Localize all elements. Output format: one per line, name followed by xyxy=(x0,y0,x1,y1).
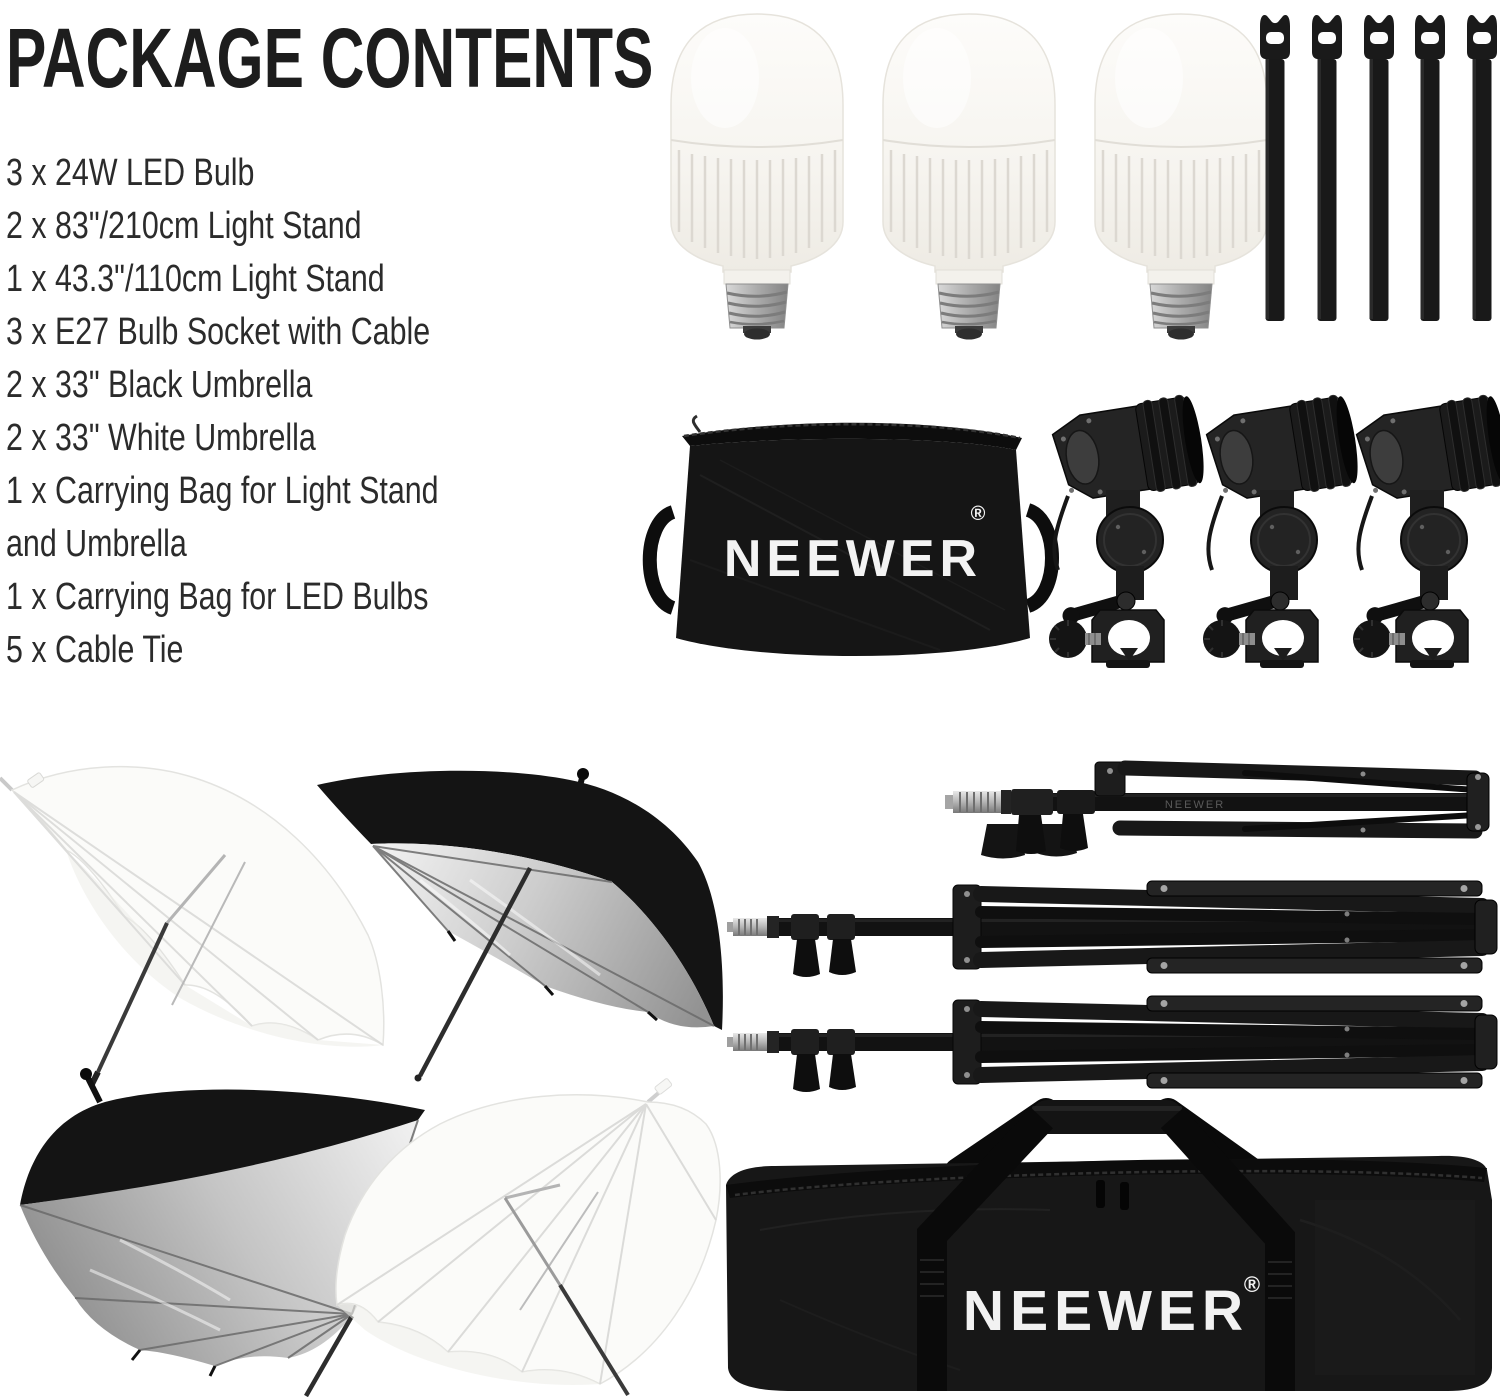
long-light-stand-1 xyxy=(727,881,1497,977)
stand-brand-label: NEEWER xyxy=(1164,799,1226,811)
registered-mark: ® xyxy=(1243,1272,1261,1297)
contents-item: 3 x E27 Bulb Socket with Cable xyxy=(6,311,431,353)
cable-tie xyxy=(1364,15,1394,321)
bulb-socket xyxy=(1353,393,1500,668)
contents-item: 2 x 83"/210cm Light Stand xyxy=(6,205,362,247)
bulb-socket xyxy=(1049,393,1208,668)
zipper-pull xyxy=(693,416,700,432)
contents-item: 1 x Carrying Bag for LED Bulbs xyxy=(6,576,429,618)
bag-handle xyxy=(650,512,673,608)
short-light-stand xyxy=(945,762,1489,859)
cable-tie xyxy=(1467,15,1497,321)
contents-item: 1 x 43.3"/110cm Light Stand xyxy=(6,258,385,300)
contents-item: 1 x Carrying Bag for Light Stand and Umbrella xyxy=(6,470,439,565)
contents-item: 2 x 33" White Umbrella xyxy=(6,417,316,459)
led-bulb xyxy=(1095,14,1267,340)
page-title: PACKAGE CONTENTS xyxy=(6,11,654,105)
cable-tie xyxy=(1415,15,1445,321)
brand-logo: NEEWER xyxy=(723,530,983,588)
led-bulb xyxy=(671,14,843,340)
bag-handle xyxy=(1028,510,1052,606)
bag-handle-grip xyxy=(1032,1100,1182,1134)
long-light-stand-2 xyxy=(727,996,1497,1092)
bulb-carry-bag xyxy=(650,416,1052,656)
kit-carry-bag xyxy=(726,1100,1492,1391)
stand-knob xyxy=(1016,815,1046,854)
white-umbrella-top xyxy=(0,767,384,1084)
led-bulb xyxy=(883,14,1055,340)
bulb-sockets xyxy=(1049,393,1500,668)
zipper-pull xyxy=(1120,1182,1129,1210)
zipper-pull xyxy=(1096,1180,1105,1208)
cable-ties xyxy=(1260,15,1497,321)
led-bulbs xyxy=(671,14,1267,340)
bulb-socket xyxy=(1203,393,1362,668)
registered-mark: ® xyxy=(970,503,986,525)
contents-item: 3 x 24W LED Bulb xyxy=(6,152,255,194)
contents-item: 2 x 33" Black Umbrella xyxy=(6,364,313,406)
contents-item: 5 x Cable Tie xyxy=(6,629,184,671)
brand-logo: NEEWER xyxy=(962,1279,1250,1343)
stand-knob xyxy=(1060,814,1088,851)
cable-tie xyxy=(1312,15,1342,321)
